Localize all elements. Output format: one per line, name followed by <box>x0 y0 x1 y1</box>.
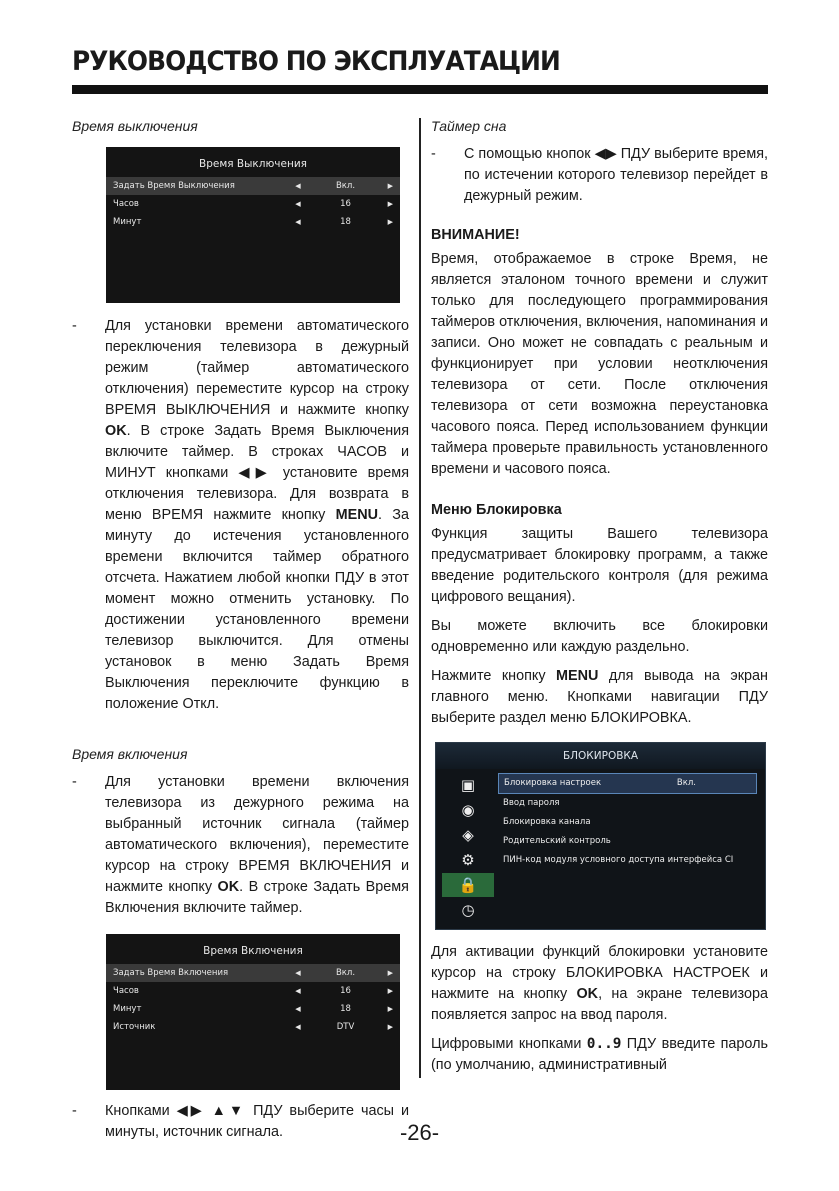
paragraph-lock-all: Вы можете включить все блокировки одновременно или каждую раздельно. <box>431 618 768 655</box>
paragraph-warning: Время, отображаемое в строке Время, не является эталоном точного времени и служит только для последующего программирования таймеров отключения, включения, напоминания и записи. Оно может не совпадать с реальным и функционирует при условии неотключения телевизора от сети. После отключения телевизора от сети возможна переустановка часового пояса. Перед использованием функции таймера проверьте правильность установленного времени и часового пояса. <box>431 251 768 477</box>
paragraph-sleep-timer: - С помощью кнопок ◀▶ ПДУ выберите время, по истечении которого телевизор перейдет в дежурный режим. <box>431 146 768 204</box>
section-title-on-time: Время включения <box>72 746 188 762</box>
menu-icons <box>442 773 494 923</box>
paragraph-lock-intro: Функция защиты Вашего телевизора предусматривает блокировку программ, а также введение родительского контроля (для режима цифрового вещания). <box>431 526 768 605</box>
lock-icon: 🔒 <box>442 873 494 897</box>
paragraph-source: - Кнопками ◀▶ ▲▼ ПДУ выберите часы и минуты, источник сигнала. <box>72 1103 409 1140</box>
screen-row: Задать Время Включения ◀ Вкл. ▶ <box>106 964 400 982</box>
screen-title: Время Выключения <box>199 158 307 170</box>
tv-screen-lock-menu <box>435 742 766 930</box>
clock-icon: ◷ <box>461 901 475 919</box>
lock-menu-items <box>498 773 757 870</box>
paragraph-password: Цифровыми кнопками 0..9 ПДУ введите пароль (по умолчанию, административный <box>431 1036 768 1073</box>
screen-title: БЛОКИРОВКА <box>436 743 765 769</box>
page-number: -26- <box>399 1120 440 1145</box>
menu-item: Родительский контроль <box>503 836 611 846</box>
section-heading-lock: Меню Блокировка <box>431 502 562 518</box>
tv-screen-off-time <box>106 147 400 303</box>
left-column <box>72 118 409 1143</box>
paragraph-on-time: - Для установки времени включения телевизора из дежурного режима на выбранный источник сигнала (таймер автоматического включения), переместите курсор на строку ВРЕМЯ ВКЛЮЧЕНИЯ и нажмите кнопку OK. В строке Задать Время Включения включите таймер. <box>72 774 409 916</box>
menu-item: Блокировка канала <box>503 817 591 827</box>
screen-row: Часов ◀ 16 ▶ <box>113 986 393 996</box>
section-title-sleep-timer: Таймер сна <box>431 118 507 134</box>
screen-title: Время Включения <box>203 945 303 957</box>
header-rule <box>72 85 768 94</box>
screen-row: Источник ◀ DTV ▶ <box>113 1022 393 1032</box>
menu-item: ПИН-код модуля условного доступа интерфейса CI <box>503 855 734 865</box>
tv-screen-on-time <box>106 934 400 1090</box>
menu-item: Блокировка настроек Вкл. <box>498 773 757 794</box>
screen-row: Задать Время Выключения ◀ Вкл. ▶ <box>106 177 400 195</box>
section-title-off-time: Время выключения <box>72 118 198 134</box>
settings-gear-icon: ⚙ <box>461 851 475 869</box>
paragraph-lock-menu: Нажмите кнопку MENU для вывода на экран главного меню. Кнопками навигации ПДУ выберите раздел меню БЛОКИРОВКА. <box>431 668 768 726</box>
column-divider <box>419 118 421 1078</box>
sound-icon: ◉ <box>461 801 475 819</box>
right-column <box>431 118 768 1076</box>
menu-item: Ввод пароля <box>503 798 560 808</box>
picture-icon: ▣ <box>460 776 476 794</box>
page-title: РУКОВОДСТВО ПО ЭКСПЛУАТАЦИИ <box>72 46 560 77</box>
warning-heading: ВНИМАНИЕ! <box>431 227 520 243</box>
paragraph-off-time: - Для установки времени автоматического переключения телевизора в дежурный режим (таймер автоматического отключения) переместите курсор на строку ВРЕМЯ ВЫКЛЮЧЕНИЯ и нажмите кнопку OK. В строке Задать Время Выключения включите таймер. В строках ЧАСОВ и МИНУТ кнопками ◀▶ установите время отключения телевизора. Для возврата в меню ВРЕМЯ нажмите кнопку MENU. За минуту до истечения установленного времени включится таймер обратного отсчета. Нажатием любой кнопки ПДУ в этот момент можно отменить установку. По достижении установленного времени телевизор выключится. Для отмены установок в меню Задать Время Выключения переключите функцию в положение Откл. <box>72 318 409 712</box>
channel-icon: ◈ <box>462 826 474 844</box>
paragraph-lock-activate: Для активации функций блокировки установите курсор на строку БЛОКИРОВКА НАСТРОЕК и нажмите на кнопку OK, на экране телевизора появляется запрос на ввод пароля. <box>431 944 768 1023</box>
screen-row: Минут ◀ 18 ▶ <box>113 1004 393 1014</box>
screen-row: Часов ◀ 16 ▶ <box>113 199 393 209</box>
screen-row: Минут ◀ 18 ▶ <box>113 217 393 227</box>
